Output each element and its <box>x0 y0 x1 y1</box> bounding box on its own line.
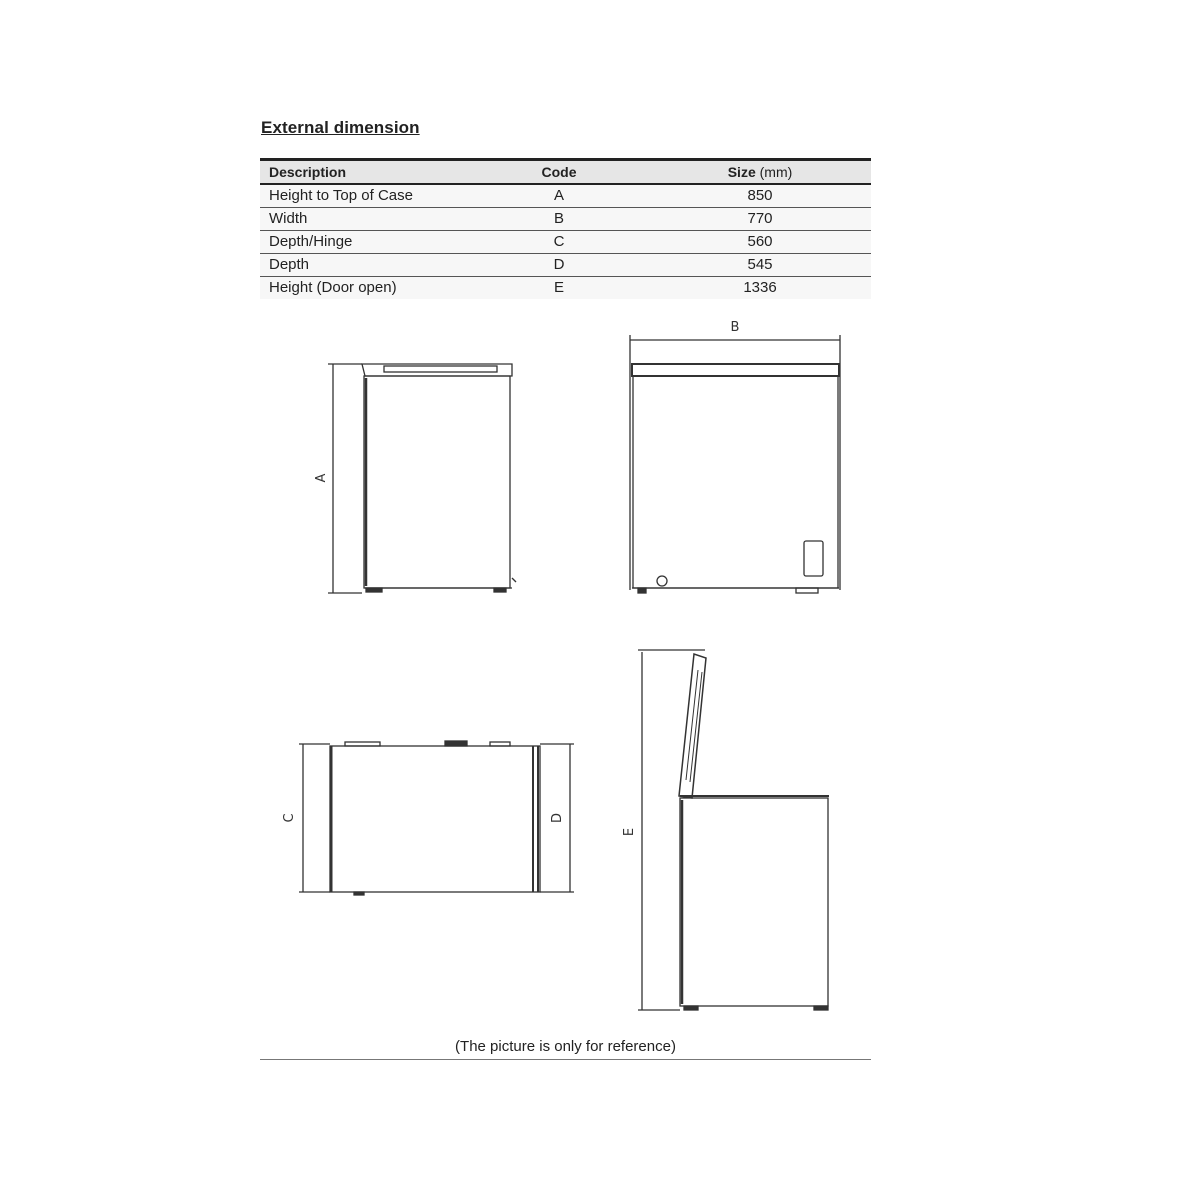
label-b: B <box>730 320 740 335</box>
row-size: 545 <box>747 256 773 273</box>
label-e: E <box>622 827 637 837</box>
row-description: Height to Top of Case <box>269 187 413 204</box>
side-view-drawing <box>328 364 516 593</box>
row-description: Depth/Hinge <box>269 233 353 250</box>
footer-divider <box>260 1059 871 1060</box>
top-view-drawing <box>299 741 574 895</box>
row-code: E <box>553 279 564 296</box>
header-size-unit: (mm) <box>755 164 793 180</box>
row-code: B <box>553 210 564 227</box>
front-view-drawing <box>630 335 840 593</box>
header-code: Code <box>541 164 577 180</box>
label-d: D <box>550 812 565 824</box>
row-description: Depth <box>269 256 310 273</box>
row-code: D <box>553 256 565 273</box>
row-size: 850 <box>747 187 773 204</box>
label-a: A <box>314 473 329 483</box>
row-code: A <box>553 187 564 204</box>
row-code: C <box>553 233 565 250</box>
row-description: Height (Door open) <box>269 279 397 296</box>
row-size: 770 <box>747 210 773 227</box>
row-size: 1336 <box>743 279 777 296</box>
section-title: External dimension <box>261 118 420 137</box>
row-description: Width <box>269 210 308 227</box>
door-open-view-drawing <box>638 650 829 1010</box>
header-size-label: Size <box>727 164 756 180</box>
row-size: 560 <box>747 233 773 250</box>
reference-note: (The picture is only for reference) <box>455 1038 676 1055</box>
header-description: Description <box>269 164 347 180</box>
label-c: C <box>282 813 297 823</box>
